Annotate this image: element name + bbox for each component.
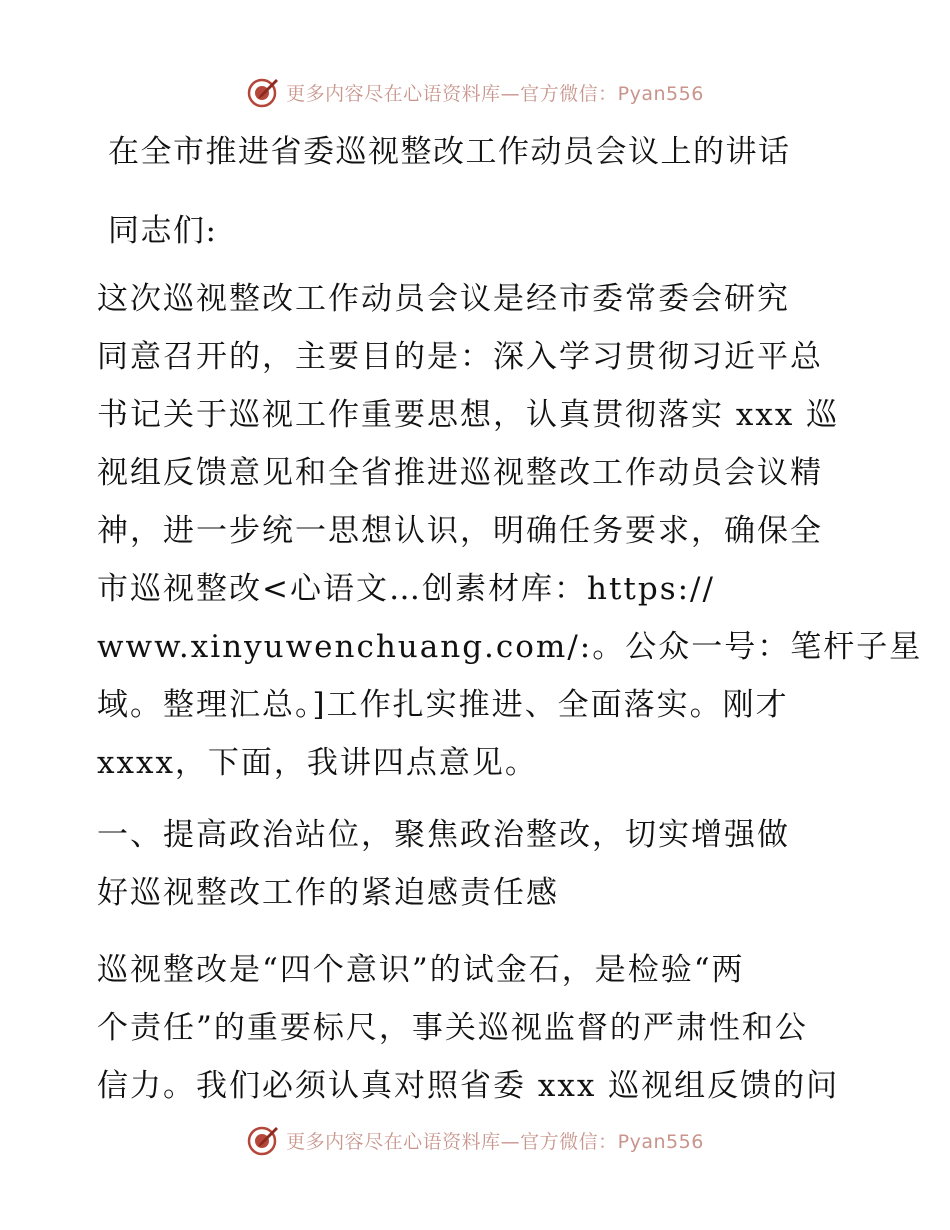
paragraph — [97, 941, 857, 1115]
watermark-text: 更多内容尽在心语资料库—官方微信：Pyan556 — [286, 1130, 704, 1153]
text-line: 信力。我们必须认真对照省委 xxx 巡视组反馈的问 — [97, 1068, 840, 1104]
pen-logo-icon — [246, 75, 280, 109]
text-line: 个责任”的重要标尺，事关巡视监督的严肃性和公 — [97, 1010, 808, 1046]
section-heading — [97, 806, 857, 922]
pen-logo-icon — [246, 1123, 280, 1157]
text-line: 书记关于巡视工作重要思想，认真贯彻落实 xxx 巡 — [97, 397, 840, 433]
text-line: 市巡视整改<心语文…创素材库：https:// — [97, 571, 715, 607]
document-title: 在全市推进省委巡视整改工作动员会议上的讲话 — [108, 134, 791, 170]
watermark-text: 更多内容尽在心语资料库—官方微信：Pyan556 — [286, 82, 704, 105]
text-line: 好巡视整改工作的紧迫感责任感 — [97, 875, 559, 911]
watermark-header — [0, 72, 950, 112]
text-line: xxxx，下面，我讲四点意见。 — [97, 745, 538, 781]
text-line: 这次巡视整改工作动员会议是经市委常委会研究 — [97, 281, 790, 317]
watermark-footer — [0, 1120, 950, 1160]
text-line: 巡视整改是“四个意识”的试金石，是检验“两 — [97, 952, 745, 988]
text-line: 一、提高政治站位，聚焦政治整改，切实增强做 — [97, 817, 790, 853]
text-line: 域。整理汇总。]工作扎实推进、全面落实。刚才 — [97, 687, 789, 723]
text-line: 神，进一步统一思想认识，明确任务要求，确保全 — [97, 513, 823, 549]
text-line: 同意召开的，主要目的是：深入学习贯彻习近平总 — [97, 339, 823, 375]
text-line: www.xinyuwenchuang.com/:。公众一号：笔杆子星 — [97, 629, 923, 665]
text-line: 视组反馈意见和全省推进巡视整改工作动员会议精 — [97, 455, 823, 491]
salutation: 同志们: — [108, 213, 218, 249]
paragraph — [97, 270, 923, 792]
